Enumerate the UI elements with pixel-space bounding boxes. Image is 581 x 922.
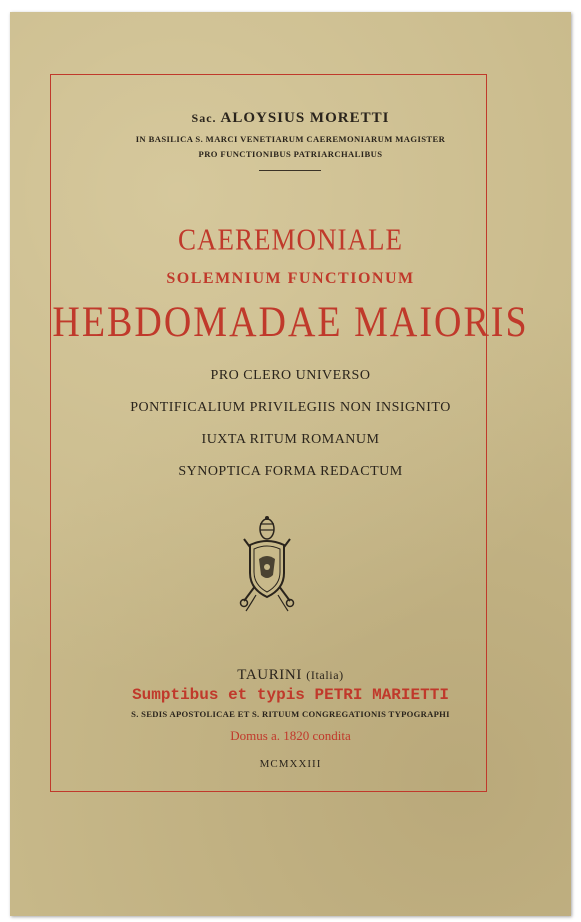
divider-rule xyxy=(259,170,321,171)
subtitle-line-4: SYNOPTICA FORMA REDACTUM xyxy=(178,464,403,479)
subtitle-line-1: PRO CLERO UNIVERSO xyxy=(210,368,371,383)
title-line-2: SOLEMNIUM FUNCTIONUM xyxy=(166,270,415,287)
imprint-founded: Domus a. 1820 condita xyxy=(230,728,351,743)
papal-coat-of-arms-icon xyxy=(236,515,298,613)
city-name: TAURINI xyxy=(237,667,302,683)
subtitle-line-3: IUXTA RITUM ROMANUM xyxy=(201,432,380,447)
book-cover xyxy=(10,12,571,916)
imprint-year: MCMXXIII xyxy=(259,758,322,770)
city-country: (Italia) xyxy=(306,668,344,682)
imprint-typographer: S. SEDIS APOSTOLICAE ET S. RITUUM CONGREGATIONIS TYPOGRAPHI xyxy=(131,709,450,719)
title-line-1: CAEREMONIALE xyxy=(178,221,403,257)
title-line-3: HEBDOMADAE MAIORIS xyxy=(52,297,529,347)
imprint-publisher: Sumptibus et typis PETRI MARIETTI xyxy=(132,686,449,704)
subtitle-line-2: PONTIFICALIUM PRIVILEGIIS NON INSIGNITO xyxy=(130,400,451,415)
author-line xyxy=(10,110,571,127)
author-subtitle-2: PRO FUNCTIONIBUS PATRIARCHALIBUS xyxy=(198,149,383,159)
author-subtitle-1: IN BASILICA S. MARCI VENETIARUM CAEREMONIARUM MAGISTER xyxy=(135,134,446,144)
author-prefix: Sac. xyxy=(191,111,217,125)
imprint-city xyxy=(10,667,571,684)
author-name: ALOYSIUS MORETTI xyxy=(220,110,390,126)
